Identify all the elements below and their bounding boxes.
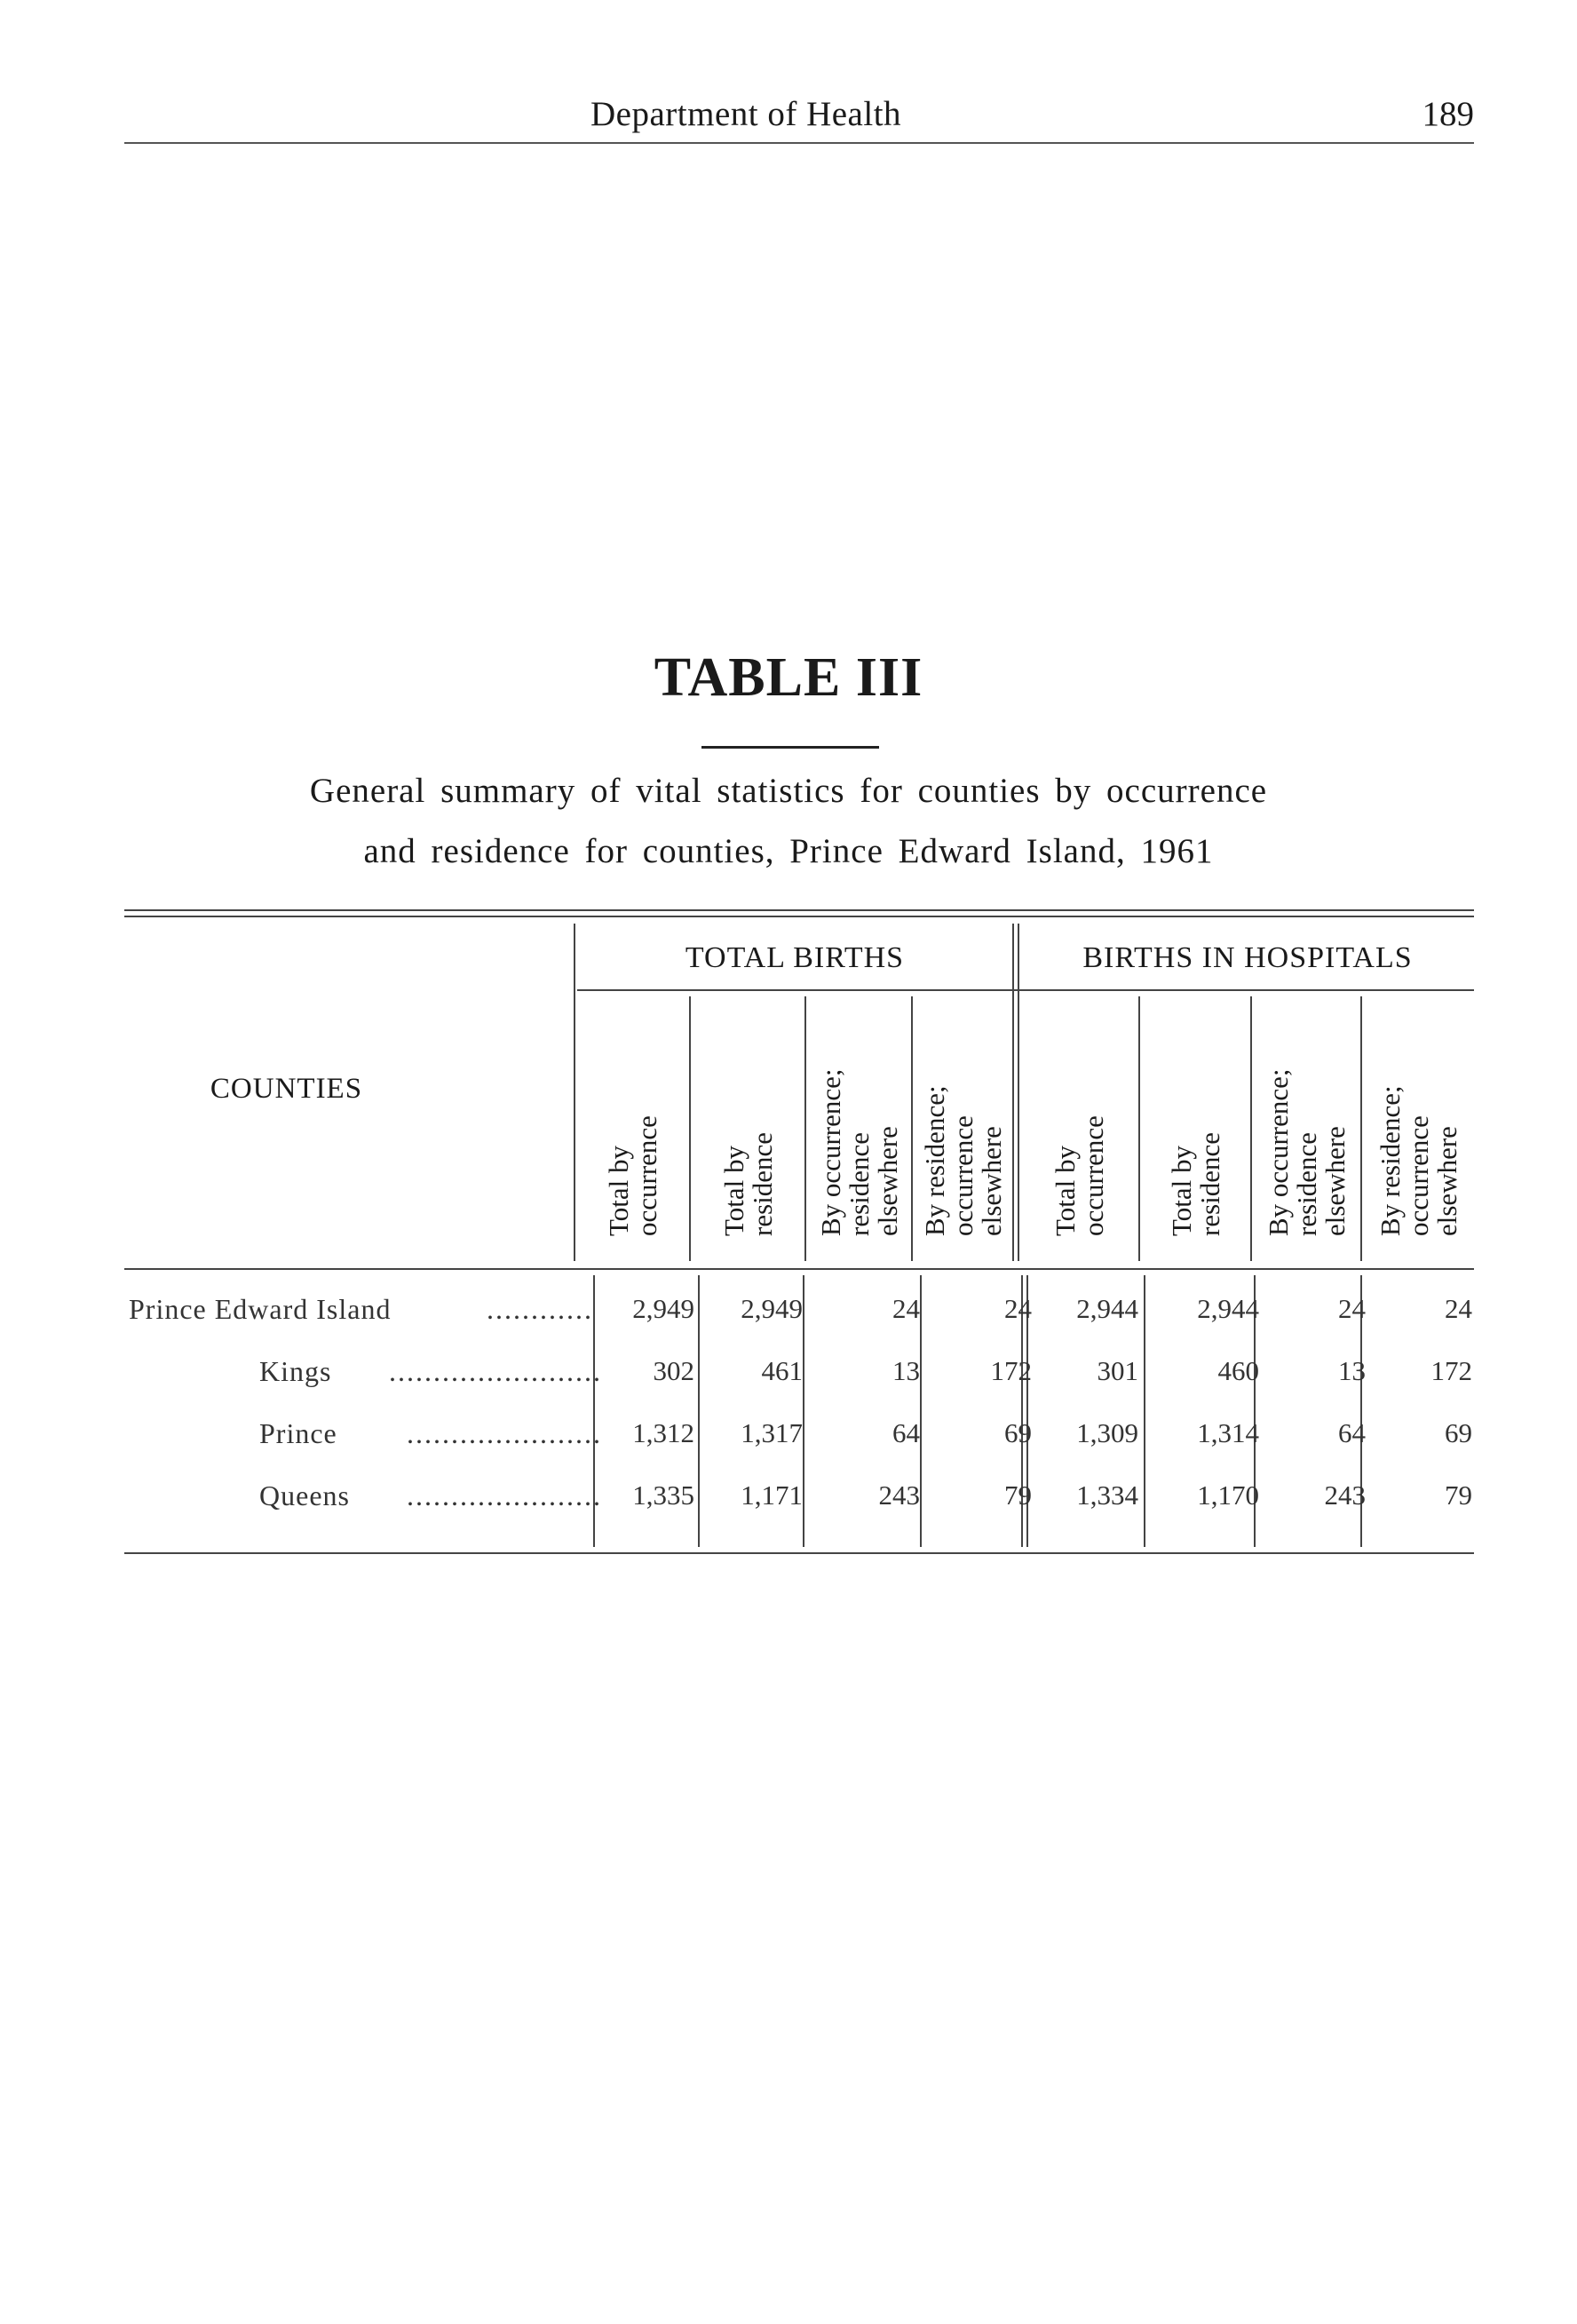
counties-header: COUNTIES <box>210 1073 363 1105</box>
table-top-rule <box>124 909 1474 911</box>
table-top-rule-double <box>124 916 1474 917</box>
table-cell: 1,312 <box>632 1417 694 1448</box>
column-header: By occurrence; residence elsewhere <box>815 1068 903 1236</box>
table-cell: 79 <box>1004 1479 1032 1511</box>
page-number: 189 <box>1422 95 1474 133</box>
table-cell: 243 <box>1324 1479 1366 1511</box>
header-bottom-rule <box>124 1268 1474 1270</box>
leader-dots: ...................... <box>407 1417 602 1449</box>
leader-dots: ...................... <box>407 1479 602 1511</box>
column-header: Total by residence <box>718 1131 778 1236</box>
group-header-total-births: TOTAL BIRTHS <box>685 941 905 974</box>
table-cell: 69 <box>1004 1417 1032 1448</box>
table-row <box>124 1293 1474 1346</box>
table-cell: 1,170 <box>1197 1479 1259 1511</box>
table-cell: 13 <box>1338 1355 1366 1386</box>
table-cell: 243 <box>878 1479 920 1511</box>
column-header: Total by occurrence <box>603 1115 662 1236</box>
column-header: By occurrence; residence elsewhere <box>1263 1068 1351 1236</box>
header-col-divider <box>804 996 806 1261</box>
county-name: Prince Edward Island <box>129 1293 392 1325</box>
header-group-divider-double <box>1018 924 1019 1261</box>
group-header-births-in-hospitals: BIRTHS IN HOSPITALS <box>1082 941 1413 974</box>
county-name: Queens <box>259 1479 350 1511</box>
table-cell: 302 <box>653 1355 694 1386</box>
table-cell: 461 <box>761 1355 803 1386</box>
header-group-divider <box>1012 924 1014 1261</box>
running-head <box>124 89 1474 144</box>
running-head-title: Department of Health <box>590 95 902 133</box>
table-row <box>124 1479 1474 1533</box>
table-cell: 172 <box>990 1355 1032 1386</box>
table-cell: 2,949 <box>632 1293 694 1324</box>
table-title: TABLE III <box>654 647 923 708</box>
leader-dots: ............ <box>487 1293 593 1325</box>
table-cell: 13 <box>892 1355 920 1386</box>
table-cell: 64 <box>1338 1417 1366 1448</box>
header-col-divider <box>1360 996 1362 1261</box>
county-name: Prince <box>259 1417 337 1449</box>
table-cell: 2,944 <box>1076 1293 1138 1324</box>
column-header: Total by occurrence <box>1050 1115 1109 1236</box>
table-cell: 460 <box>1217 1355 1259 1386</box>
table-cell: 2,949 <box>741 1293 803 1324</box>
table-cell: 301 <box>1097 1355 1138 1386</box>
header-col-divider <box>689 996 691 1261</box>
table-cell: 24 <box>892 1293 920 1324</box>
table-subtitle-line-1: General summary of vital statistics for counties by occurrence <box>309 772 1268 810</box>
table-cell: 1,317 <box>741 1417 803 1448</box>
table-cell: 1,314 <box>1197 1417 1259 1448</box>
header-col-divider <box>1138 996 1140 1261</box>
title-rule <box>701 746 879 749</box>
table-cell: 24 <box>1338 1293 1366 1324</box>
column-header: Total by residence <box>1166 1131 1225 1236</box>
table-cell: 1,171 <box>741 1479 803 1511</box>
leader-dots: ........................ <box>389 1355 602 1387</box>
table-row <box>124 1417 1474 1471</box>
table-bottom-rule <box>124 1552 1474 1554</box>
table-cell: 2,944 <box>1197 1293 1259 1324</box>
table-cell: 69 <box>1445 1417 1472 1448</box>
table-cell: 79 <box>1445 1479 1472 1511</box>
header-divider <box>574 924 575 1261</box>
group-underline <box>577 989 1474 991</box>
header-col-divider <box>911 996 913 1261</box>
table-row <box>124 1355 1474 1408</box>
table-subtitle-line-2: and residence for counties, Prince Edward Island, 1961 <box>363 832 1214 870</box>
column-header: By residence; occurrence elsewhere <box>919 1085 1007 1236</box>
county-name: Kings <box>259 1355 332 1387</box>
table-cell: 64 <box>892 1417 920 1448</box>
table-cell: 24 <box>1004 1293 1032 1324</box>
table-cell: 1,335 <box>632 1479 694 1511</box>
table-cell: 172 <box>1430 1355 1472 1386</box>
table-cell: 1,334 <box>1076 1479 1138 1511</box>
column-header: By residence; occurrence elsewhere <box>1375 1085 1462 1236</box>
table-cell: 1,309 <box>1076 1417 1138 1448</box>
table-cell: 24 <box>1445 1293 1472 1324</box>
header-col-divider <box>1250 996 1252 1261</box>
